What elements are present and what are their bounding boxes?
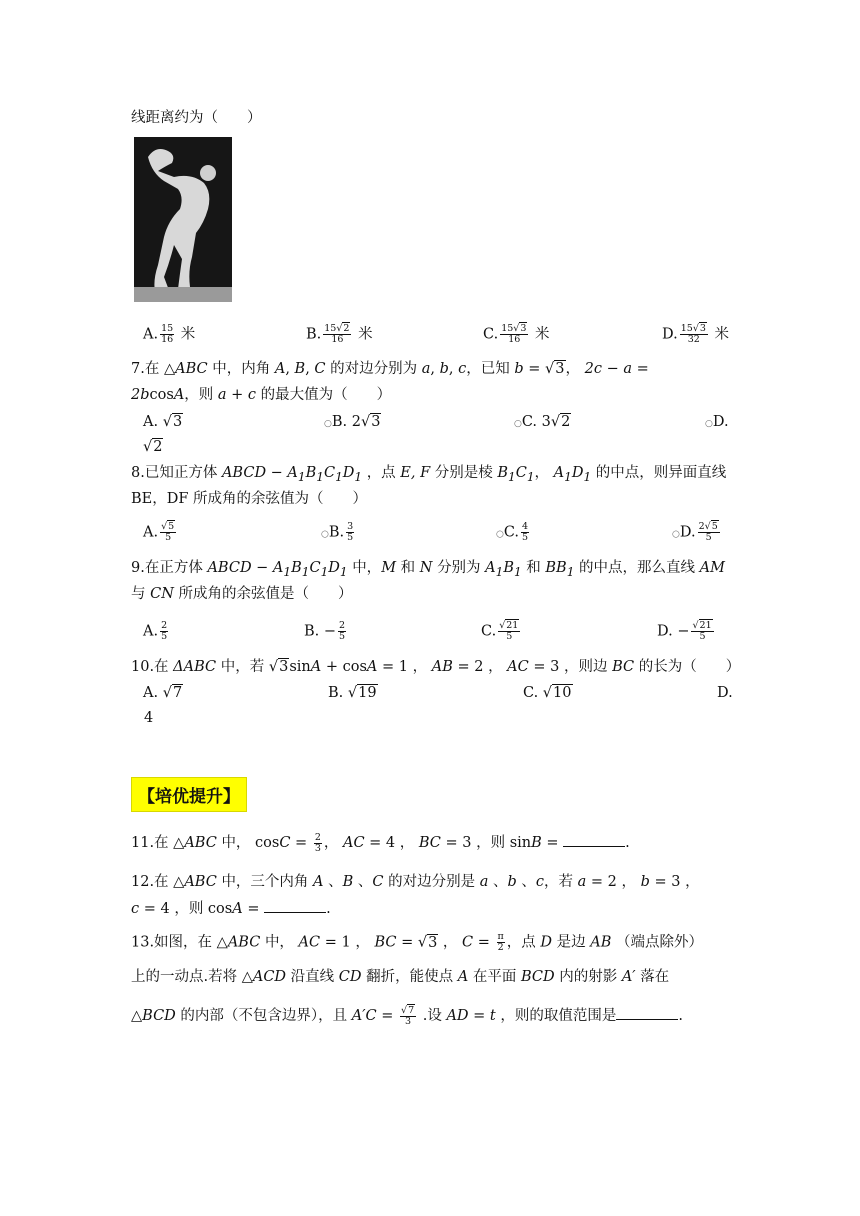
q10-option-d-value: 4 [144,710,154,726]
section-title-advanced: 【培优提升】 [131,777,247,812]
q7-option-a: A. √3 [143,414,183,430]
q9-option-c: C. $\frac{√21}{5}$ [481,620,519,642]
q6-option-b: B. $\frac{15√2}{16}$ 米 [306,323,373,345]
q8-stem-line2: BE，DF 所成角的余弦值为（ ） [131,491,368,507]
q7-option-c: ○C. 3√2 [514,414,571,430]
q10-option-a: A. √7 [143,685,183,701]
q9-stem-line2: 与 CN 所成角的余弦值是（ ） [131,586,353,602]
q13-stem-line2: 上的一动点.若将 △ACD 沿直线 CD 翻折，能使点 A 在平面 BCD 内的射影 A′ 落在 [131,969,670,985]
q9-option-a: A. $\frac{2}{5}$ [143,620,168,642]
q8-option-a: A. $\frac{√5}{5}$ [143,521,175,543]
q10-option-c: C. √10 [523,685,572,701]
q13-answer-blank[interactable] [616,1005,678,1020]
q7-option-b: ○B. 2√3 [324,414,381,430]
q6-stem-tail: 线距离约为（ ） [131,110,262,126]
q7-stem-line1: 7.在 △ABC 中，内角 A, B, C 的对边分别为 a, b, c，已知 b = √3， 2c − a = [131,361,649,377]
q6-option-a: A. $\frac{15}{16}$ 米 [143,323,196,345]
q9-option-d: D. − $\frac{√21}{5}$ [657,620,712,642]
q11-answer-blank[interactable] [563,832,625,847]
q13-stem-line1: 13.如图，在 △ABC 中， AC = 1 ， BC = √3 ， C = $\frac{\pi}{2}$ ，点 D 是边 AB （端点除外） [131,931,703,953]
q10-option-b: B. √19 [328,685,377,701]
q12-answer-blank[interactable] [264,898,326,913]
q9-option-b: B. − $\frac{2}{5}$ [304,620,346,642]
q10-stem: 10.在 ΔABC 中，若 √3sinA + cosA = 1 ， AB = 2 ， AC = 3 ，则边 BC 的长为（ ） [131,659,741,675]
q8-option-c: ○C. $\frac{4}{5}$ [496,521,529,543]
q12-stem-line1: 12.在 △ABC 中，三个内角 A 、B 、C 的对边分别是 a 、b 、c，若 a = 2 ， b = 3 ， [131,874,700,890]
q8-option-b: ○B. $\frac{3}{5}$ [321,521,354,543]
q6-option-c: C. $\frac{15√3}{16}$ 米 [483,323,550,345]
q11-stem: 11.在 △ABC 中， cosC = $\frac{2}{3}$ ， AC = 4 ， BC = 3 ，则 sinB = . [131,831,630,854]
discus-thrower-image [134,137,232,302]
q12-stem-line2: c = 4 ，则 cosA = . [131,898,331,919]
q7-option-d-value: √2 [143,439,163,455]
q6-option-d: D. $\frac{15√3}{32}$ 米 [662,323,730,345]
q7-stem-line2: 2bcosA，则 a + c 的最大值为（ ） [131,387,392,403]
q13-stem-line3: △BCD 的内部（不包含边界），且 A′C = $\frac{√7}{3}$ .设 AD = t ，则的取值范围是 . [131,1004,683,1027]
q7-option-d: ○D. [705,414,729,430]
q8-option-d: ○D. $\frac{2√5}{5}$ [672,521,718,543]
q8-stem-line1: 8.已知正方体 ABCD − $A_1B_1C_1D_1$ ，点 E, F 分别是棱 $B_1C_1$， $A_1D_1$ 的中点，则异面直线 [131,465,727,484]
q10-option-d: D. [717,685,733,701]
q9-stem-line1: 9.在正方体 ABCD − $A_1B_1C_1D_1$ 中，M 和 N 分别为 $A_1B_1$ 和 $BB_1$ 的中点，那么直线 AM [131,560,725,579]
